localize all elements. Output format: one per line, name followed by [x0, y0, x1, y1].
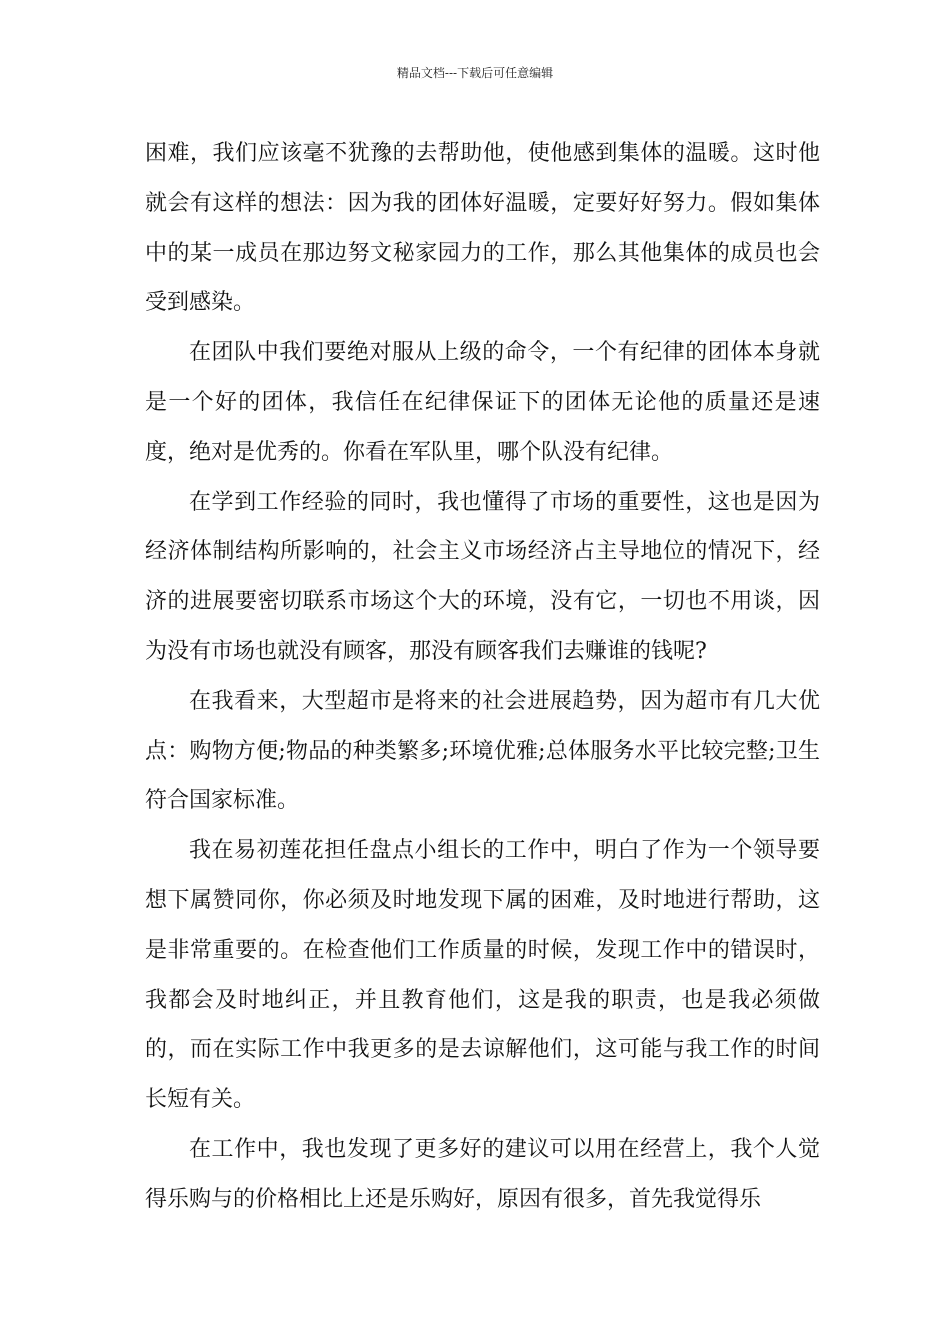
paragraph-4: 在我看来，大型超市是将来的社会进展趋势，因为超市有几大优点：购物方便;物品的种类繁多;环境优雅;总体服务水平比较完整;卫生符合国家标准。 [145, 688, 820, 814]
document-body [145, 129, 820, 1225]
paragraph-2: 在团队中我们要绝对服从上级的命令，一个有纪律的团体本身就是一个好的团体，我信任在纪律保证下的团体无论他的质量还是速度，绝对是优秀的。你看在军队里，哪个队没有纪律。 [145, 340, 820, 465]
paragraph-3: 在学到工作经验的同时，我也懂得了市场的重要性，这也是因为经济体制结构所影响的，社会主义市场经济占主导地位的情况下，经济的进展要密切联系市场这个大的环境，没有它，一切也不用谈，因为没有市场也就没有顾客，那没有顾客我们去赚谁的钱呢? [145, 489, 820, 664]
paragraph-1: 困难，我们应该毫不犹豫的去帮助他，使他感到集体的温暖。这时他就会有这样的想法：因为我的团体好温暖，定要好好努力。假如集体中的某一成员在那边努文秘家园力的工作，那么其他集体的成员也会受到感染。 [145, 141, 820, 316]
page-header: 精品文档---下载后可任意编辑 [396, 66, 554, 80]
paragraph-5: 我在易初莲花担任盘点小组长的工作中，明白了作为一个领导要想下属赞同你，你必须及时地发现下属的困难，及时地进行帮助，这是非常重要的。在检查他们工作质量的时候，发现工作中的错误时，我都会及时地纠正，并且教育他们，这是我的职责，也是我必须做的，而在实际工作中我更多的是去谅解他们，这可能与我工作的时间长短有关。 [145, 838, 820, 1113]
paragraph-6: 在工作中，我也发现了更多好的建议可以用在经营上，我个人觉得乐购与的价格相比上还是乐购好，原因有很多，首先我觉得乐 [145, 1136, 820, 1212]
